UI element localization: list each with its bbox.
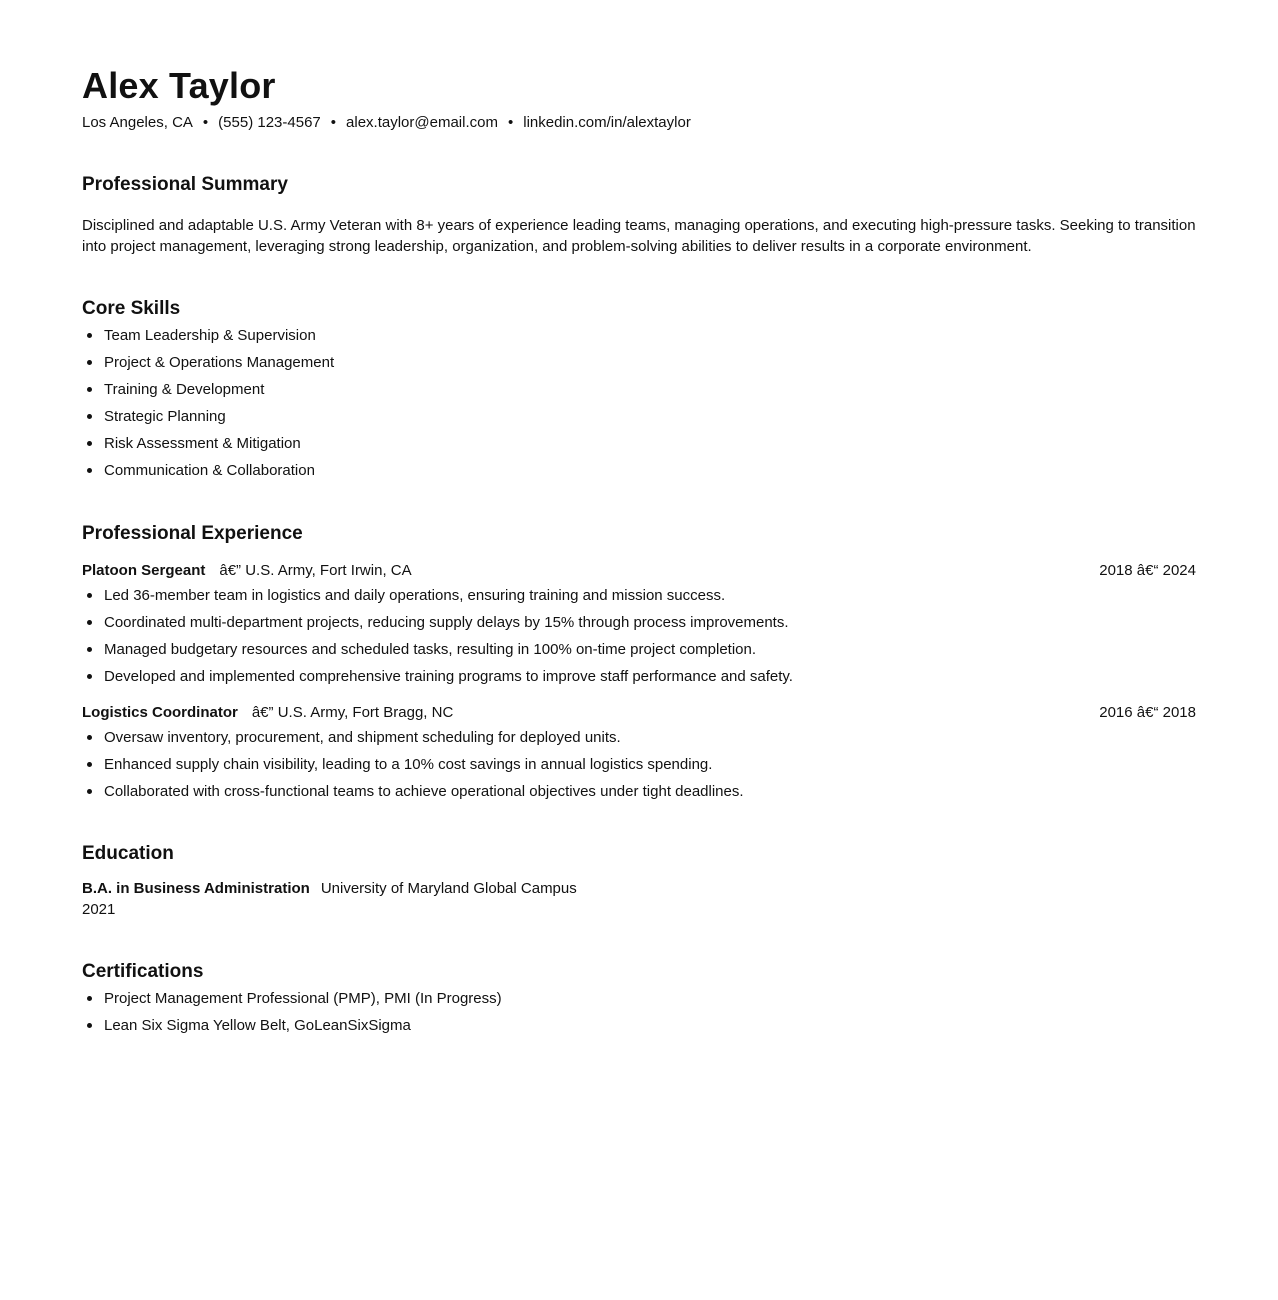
contact-separator: • — [507, 114, 514, 131]
skill-label: Team Leadership & Supervision — [104, 327, 316, 344]
skills-heading: Core Skills — [82, 298, 181, 319]
job-bullet-text: Coordinated multi-department projects, reducing supply delays by 15% through process improvements. — [104, 614, 789, 631]
job-role: Platoon Sergeant — [82, 562, 206, 579]
certification-item — [82, 1012, 1196, 1039]
job-bullet — [82, 663, 1196, 690]
bullet-icon — [87, 360, 92, 365]
bullet-icon — [87, 333, 92, 338]
bullet-icon — [87, 468, 92, 473]
job-bullet — [82, 582, 1196, 609]
skill-item — [82, 322, 1196, 349]
bullet-icon — [87, 789, 92, 794]
job-bullet-text: Developed and implemented comprehensive training programs to improve staff performance and safety. — [104, 668, 793, 685]
skill-item — [82, 403, 1196, 430]
job-bullet-text: Collaborated with cross-functional teams to achieve operational objectives under tight deadlines. — [104, 783, 744, 800]
job-bullet-text: Enhanced supply chain visibility, leading to a 10% cost savings in annual logistics spending. — [104, 756, 713, 773]
job-bullet — [82, 751, 1196, 778]
certification-label: Project Management Professional (PMP), PMI (In Progress) — [104, 990, 502, 1007]
candidate-name: Alex Taylor — [82, 65, 276, 106]
skill-label: Strategic Planning — [104, 408, 226, 425]
skill-item — [82, 349, 1196, 376]
certifications-list — [82, 985, 1196, 1039]
contact-phone: (555) 123-4567 — [218, 114, 321, 131]
experience-heading: Professional Experience — [82, 523, 303, 544]
job-header — [82, 560, 1196, 582]
job-role: Logistics Coordinator — [82, 704, 238, 721]
bullet-icon — [87, 1023, 92, 1028]
job-bullets — [82, 724, 1196, 805]
bullet-icon — [87, 674, 92, 679]
bullet-icon — [87, 735, 92, 740]
education-degree: B.A. in Business Administration — [82, 880, 310, 897]
job-header — [82, 702, 1196, 724]
certification-label: Lean Six Sigma Yellow Belt, GoLeanSixSigma — [104, 1017, 411, 1034]
contact-location: Los Angeles, CA — [82, 114, 193, 131]
job-bullet — [82, 778, 1196, 805]
skill-label: Risk Assessment & Mitigation — [104, 435, 301, 452]
job-bullet-text: Oversaw inventory, procurement, and shipment scheduling for deployed units. — [104, 729, 621, 746]
contact-line — [82, 112, 1196, 134]
skill-item — [82, 430, 1196, 457]
skill-item — [82, 457, 1196, 484]
job-dates: 2018 â€“ 2024 — [1099, 562, 1196, 579]
job-bullet — [82, 609, 1196, 636]
contact-separator: • — [202, 114, 209, 131]
certification-item — [82, 985, 1196, 1012]
job-dates: 2016 â€“ 2018 — [1099, 704, 1196, 721]
summary-text: Disciplined and adaptable U.S. Army Veteran with 8+ years of experience leading teams, managing operations, and executing high-pressure tasks. Seeking to transition into project management, leveraging strong leadership, organization, and problem-solving abilities to deliver results in a corporate environment. — [82, 217, 1196, 255]
bullet-icon — [87, 620, 92, 625]
contact-linkedin: linkedin.com/in/alextaylor — [523, 114, 691, 131]
bullet-icon — [87, 647, 92, 652]
job-bullets — [82, 582, 1196, 690]
skill-label: Communication & Collaboration — [104, 462, 315, 479]
bullet-icon — [87, 593, 92, 598]
contact-separator: • — [330, 114, 337, 131]
bullet-icon — [87, 996, 92, 1001]
skills-list — [82, 322, 1196, 484]
skill-item — [82, 376, 1196, 403]
bullet-icon — [87, 762, 92, 767]
skill-label: Training & Development — [104, 381, 265, 398]
job-bullet — [82, 636, 1196, 663]
job-bullet-text: Led 36-member team in logistics and daily operations, ensuring training and mission success. — [104, 587, 726, 604]
bullet-icon — [87, 387, 92, 392]
job-organization: â€” U.S. Army, Fort Irwin, CA — [219, 562, 412, 579]
bullet-icon — [87, 441, 92, 446]
education-heading: Education — [82, 843, 174, 864]
contact-email: alex.taylor@email.com — [346, 114, 498, 131]
skill-label: Project & Operations Management — [104, 354, 335, 371]
job-organization: â€” U.S. Army, Fort Bragg, NC — [251, 704, 454, 721]
education-year: 2021 — [82, 901, 116, 918]
job-bullet-text: Managed budgetary resources and scheduled tasks, resulting in 100% on-time project completion. — [104, 641, 757, 658]
certifications-heading: Certifications — [82, 961, 204, 982]
summary-heading: Professional Summary — [82, 174, 288, 195]
education-school: University of Maryland Global Campus — [320, 880, 577, 897]
education-entry — [82, 878, 1196, 899]
job-bullet — [82, 724, 1196, 751]
bullet-icon — [87, 414, 92, 419]
